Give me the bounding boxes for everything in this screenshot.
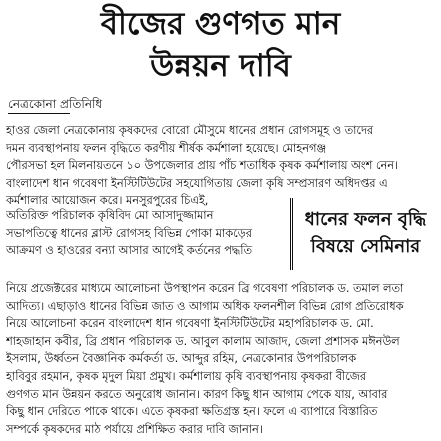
body-line: নিয়ে প্রজেক্টরের মাধ্যমে আলোচনা উপস্থাপন করেন ব্রি গবেষণা পরিচালক ড. তমাল লতা bbox=[6, 282, 404, 295]
sidebar-title-line-2: বিষয়ে সেমিনার bbox=[310, 236, 421, 257]
body-line: অতিরিক্ত পরিচালক কৃষিবিদ মো আসাদুজ্জামান bbox=[6, 209, 214, 222]
body-line: হাওর জেলা নেত্রকোনায় কৃষকদের বোরো মৌসুমে ধানের প্রধান রোগসমূহ ও তাদের bbox=[6, 124, 374, 137]
body-paragraph-bottom bbox=[6, 280, 433, 438]
body-line: ইসলাম, উর্ধ্বতন বৈজ্ঞানিক কর্মকর্তা ড. আব্দুর রহিম, নেত্রকোনার উপপরিচালক bbox=[6, 352, 357, 366]
body-line: দমন ব্যবস্থাপনায় ফলন বৃদ্ধিতে করণীয় শীর্ষক কর্মশালা হয়েছে। মোহনগঞ্জ bbox=[6, 141, 326, 155]
sidebar-pull-quote bbox=[290, 198, 438, 270]
body-line: হাবিবুর রহমান, কৃষক মৃদুল মিয়া প্রমুখ। কর্মশালায় কৃষি ব্যবস্থাপনায় কৃষকরা বীজের bbox=[6, 369, 367, 383]
byline-text: নেত্রকোনা প্রতিনিধি bbox=[8, 97, 103, 111]
body-line: আদিত্য। এছাড়াও ধানের বিভিন্ন জাত ও আগাম অধিক ফলনশীল বিভিন্ন রোগ প্রতিরোধক bbox=[6, 299, 404, 313]
body-line: সম্পর্কে কৃষকদের মাঠ পর্যায়ে প্রশিক্ষিত করার দাবি জানান। bbox=[6, 422, 263, 436]
body-paragraph-top bbox=[6, 122, 433, 210]
headline-line-1: বীজের গুণগত মান bbox=[100, 6, 341, 42]
body-line: আক্রমণ ও হাওরের বন্যা আসার আগেই কর্তনের পদ্ধতি bbox=[6, 244, 252, 258]
body-line: শাহজাহান কবীর, ব্রি প্রধান পরিচালক ড. আবুল কালাম আজাদ, জেলা প্রশাসক মঈনউল bbox=[6, 334, 400, 348]
byline-underline bbox=[8, 113, 70, 114]
body-line: কিছু ধান দেরিতে পাকে থাকে। এতে কৃষকরা ক্ষতিগ্রস্ত হন। ফলে এ ব্যাপারে বিস্তারিত bbox=[6, 405, 378, 419]
body-line: সভাপতিত্বে ধানের ব্লাস্ট রোগসহ বিভিন্ন পোকা মাকড়ের bbox=[6, 226, 252, 240]
body-line: নিয়ে আলোচনা করেন বাংলাদেশ ধান গবেষণা ইনস্টিটিউটের মহাপরিচালক ড. মো. bbox=[6, 317, 374, 331]
body-line: বাংলাদেশ ধান গবেষণা ইনস্টিটিউটের সহযোগিতায় জেলা কৃষি সম্প্রসারণ অধিদপ্তর এ bbox=[6, 176, 388, 190]
sidebar-title-line-1: ধানের ফলন বৃদ্ধি bbox=[304, 209, 427, 230]
headline-line-2: উন্নয়ন দাবি bbox=[150, 48, 291, 84]
body-line: গুণগত মান উন্নয়ন করতে অনুরোধ জানান। কারণ কিছু ধান আগাম পেকে যায়, আবার bbox=[6, 387, 388, 401]
body-line: পৌরসভা হল মিলনায়তনে ১০ উপজেলার প্রায় পাঁচ শতাধিক কৃষক কর্মশালায় অংশ নেন। bbox=[6, 159, 399, 173]
byline bbox=[8, 96, 102, 114]
body-paragraph-wrapped bbox=[6, 207, 286, 260]
body-line: কর্মশালার আয়োজন করে। মনসুরপুরের চিএই, bbox=[6, 194, 209, 208]
